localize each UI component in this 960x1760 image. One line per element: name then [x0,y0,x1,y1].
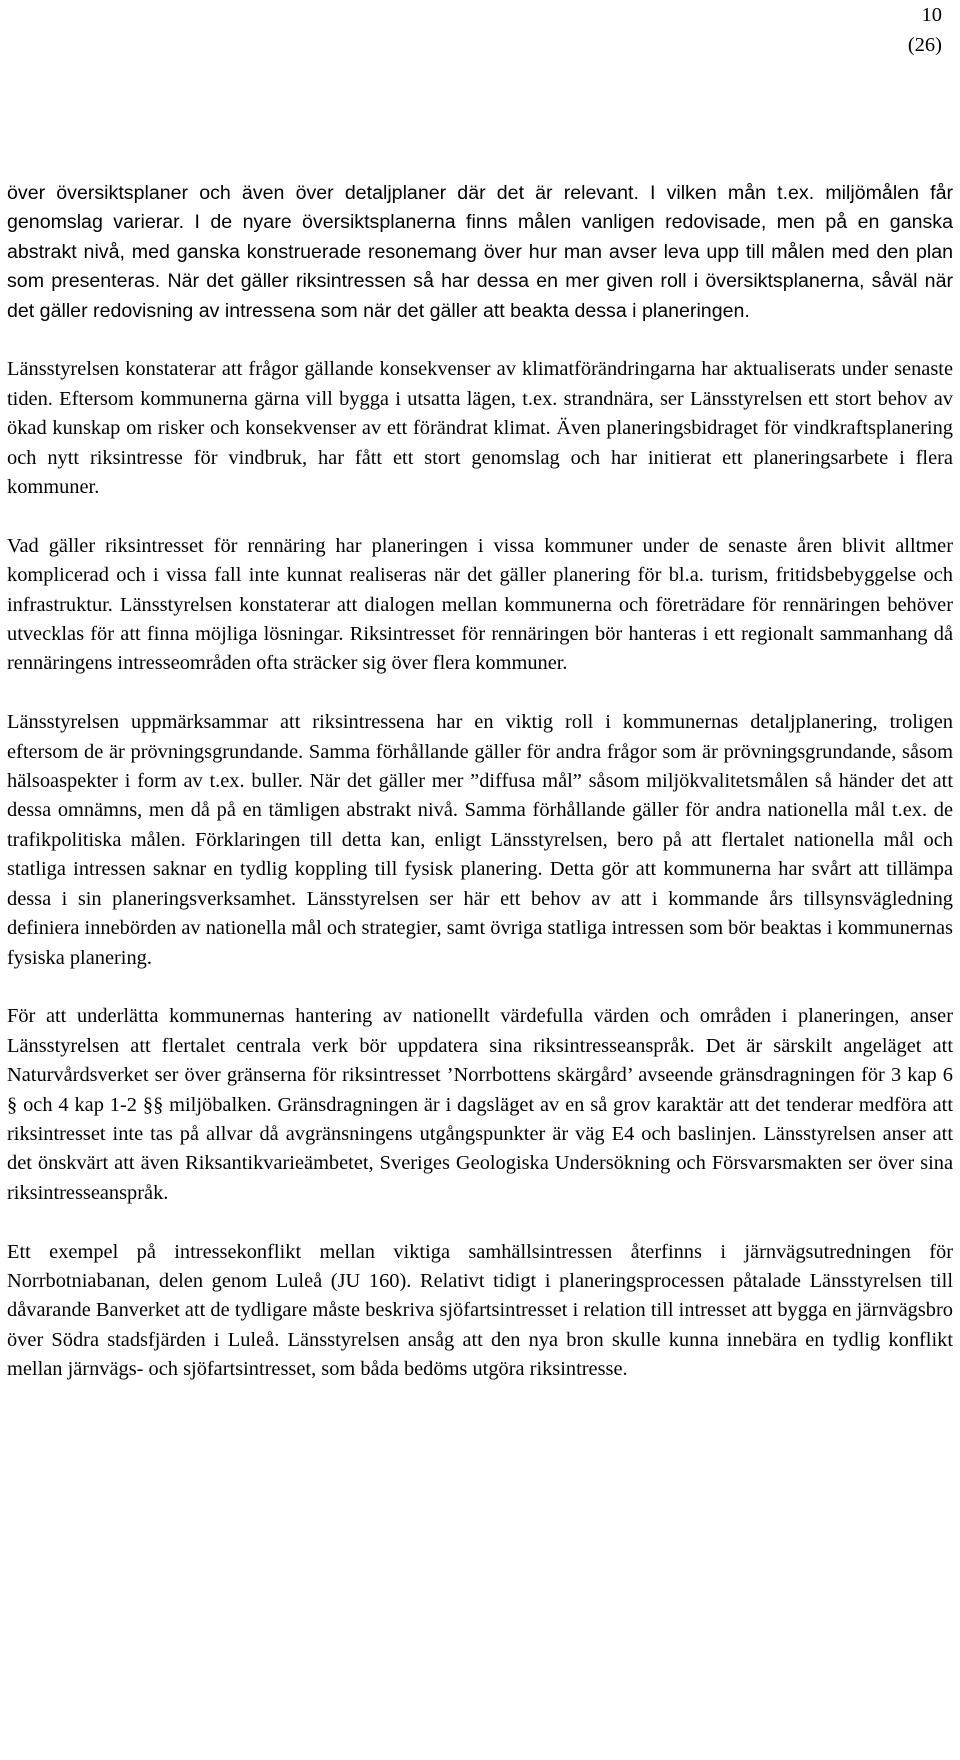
paragraph-översiktsplaner: över översiktsplaner och även över detaljplaner där det är relevant. I vilken mån t.ex. miljömålen får genomslag varierar. I de nyare översiktsplanerna finns målen vanligen redovisade, men på en ganska abstrakt nivå, med ganska konstruerade resonemang över hur man avser leva upp till målen med den plan som presenteras. När det gäller riksintressen så har dessa en mer given roll i översiktsplanerna, såväl när det gäller redovisning av intressena som när det gäller att beakta dessa i planeringen. [7,182,953,322]
page-number-total: (26) [907,34,942,56]
document-body [7,179,953,1385]
paragraph-intressekonflikt: Ett exempel på intressekonflikt mellan viktiga samhällsintressen återfinns i järnvägsutredningen för Norrbotniabanan, delen genom Luleå (JU 160). Relativt tidigt i planeringsprocessen påtalade Länsstyrelsen till dåvarande Banverket att de tydligare måste beskriva sjöfartsintresset i relation till intresset att bygga en järnvägsbro över Södra stadsfjärden i Luleå. Länsstyrelsen ansåg att den nya bron skulle kunna innebära en tydlig konflikt mellan järnvägs- och sjöfartsintresset, som båda bedöms utgöra riksintresse. [7,1240,953,1381]
paragraph-detaljplanering: Länsstyrelsen uppmärksammar att riksintressena har en viktig roll i kommunernas detaljplanering, troligen eftersom de är prövningsgrundande. Samma förhållande gäller för andra frågor som är prövningsgrundande, såsom hälsoaspekter i form av t.ex. buller. När det gäller mer ”diffusa mål” såsom miljökvalitetsmålen så händer det att dessa omnämns, men då på en tämligen abstrakt nivå. Samma förhållande gäller för andra nationella mål t.ex. de trafikpolitiska målen. Förklaringen till detta kan, enligt Länsstyrelsen, bero på att flertalet nationella mål och statliga intressen saknar en tydlig koppling till fysisk planering. Detta gör att kommunerna har svårt att tillämpa dessa i sin planeringsverksamhet. Länsstyrelsen ser här ett behov av att i kommande års tillsynsvägledning definiera innebörden av nationella mål och strategier, samt övriga statliga intressen som bör beaktas i kommunernas fysiska planering. [7,711,953,969]
paragraph-klimatforandringar: Länsstyrelsen konstaterar att frågor gällande konsekvenser av klimatförändringarna har aktualiserats under senaste tiden. Eftersom kommunerna gärna vill bygga i utsatta lägen, t.ex. strandnära, ser Länsstyrelsen ett stort behov av ökad kunskap om risker och konsekvenser av ett förändrat klimat. Även planeringsbidraget för vindkraftsplanering och nytt riksintresse för vindbruk, har fått ett stort genomslag och har initierat ett planeringsarbete i flera kommuner. [7,358,953,499]
paragraph-riksintresseansprak: För att underlätta kommunernas hantering av nationellt värdefulla värden och områden i planeringen, anser Länsstyrelsen att flertalet centrala verk bör uppdatera sina riksintresseanspråk. Det är särskilt angeläget att Naturvårdsverket ser över gränserna för riksintresset ’Norrbottens skärgård’ avseende gränsdragningen för 3 kap 6 § och 4 kap 1-2 §§ miljöbalken. Gränsdragningen är i dagsläget av en så grov karaktär att det tenderar medföra att riksintresset inte tas på allvar då avgränsningens utgångspunkter är väg E4 och baslinjen. Länsstyrelsen anser att det önskvärt att även Riksantikvarieämbetet, Sveriges Geologiska Undersökning och Försvarsmakten ser över sina riksintresseanspråk. [7,1005,953,1204]
paragraph-rennaring: Vad gäller riksintresset för rennäring har planeringen i vissa kommuner under de senaste åren blivit alltmer komplicerad och i vissa fall inte kunnat realiseras när det gäller planering för bl.a. turism, fritidsbebyggelse och infrastruktur. Länsstyrelsen konstaterar att dialogen mellan kommunerna och företrädare för rennäringen behöver utvecklas för att finna möjliga lösningar. Riksintresset för rennäringen bör hanteras i ett regionalt sammanhang då rennäringens intresseområden ofta sträcker sig över flera kommuner. [7,534,953,675]
page-number-current: 10 [921,4,942,26]
page-number [908,0,942,60]
